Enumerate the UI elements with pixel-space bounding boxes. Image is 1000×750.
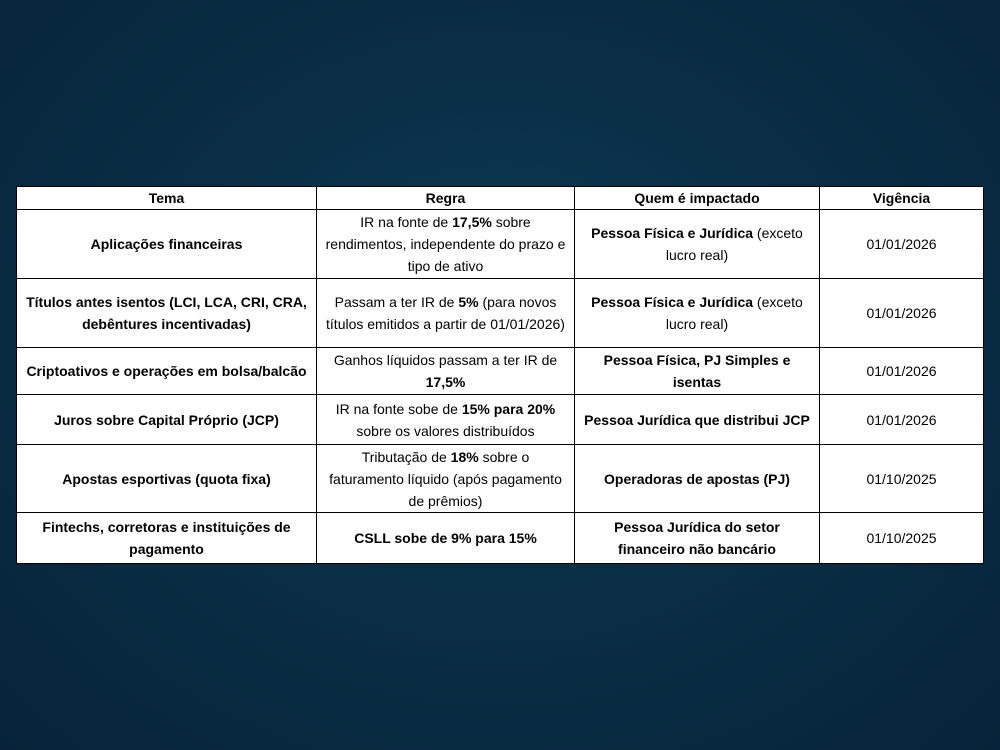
cell-vigencia: 01/01/2026 [820, 210, 984, 279]
regra-text: IR na fonte sobe de [335, 400, 462, 417]
cell-quem [575, 210, 820, 279]
header-quem-e-impactado: Quem é impactado [575, 187, 820, 210]
regra-text: Ganhos líquidos passam a ter IR de [333, 351, 558, 368]
cell-quem [575, 347, 820, 394]
table-row [17, 445, 984, 512]
regra-text: Tributação de [361, 448, 451, 465]
quem-highlight: Pessoa Jurídica que distribui JCP [584, 411, 810, 428]
cell-quem [575, 512, 820, 563]
regra-highlight: CSLL sobe de 9% para 15% [354, 529, 537, 546]
cell-regra [317, 512, 575, 563]
cell-tema: Aplicações financeiras [17, 210, 317, 279]
regra-highlight: 18% [450, 448, 479, 465]
cell-quem [575, 279, 820, 347]
cell-vigencia: 01/01/2026 [820, 347, 984, 394]
header-regra: Regra [317, 187, 575, 210]
regra-text: (para novos títulos emitidos a partir de 01/01/2026) [326, 294, 565, 333]
table-row [17, 512, 984, 563]
cell-tema: Fintechs, corretoras e instituições de pagamento [17, 512, 317, 563]
table-row [17, 210, 984, 279]
table-row [17, 395, 984, 445]
cell-vigencia: 01/10/2025 [820, 445, 984, 512]
quem-highlight: Pessoa Física e Jurídica [591, 225, 754, 242]
tax-changes-table [16, 186, 984, 564]
cell-regra [317, 210, 575, 279]
regra-text: sobre os valores distribuídos [356, 422, 535, 439]
table-row [17, 347, 984, 394]
quem-text: (exceto lucro real) [665, 225, 803, 264]
regra-highlight: 17,5% [452, 214, 492, 231]
cell-vigencia: 01/01/2026 [820, 279, 984, 347]
regra-text: Passam a ter IR de [334, 294, 459, 311]
header-tema: Tema [17, 187, 317, 210]
header-vigencia: Vigência [820, 187, 984, 210]
cell-regra [317, 445, 575, 512]
cell-tema: Apostas esportivas (quota fixa) [17, 445, 317, 512]
cell-quem [575, 445, 820, 512]
regra-text: sobre rendimentos, independente do prazo e tipo de ativo [325, 214, 566, 275]
regra-highlight: 17,5% [425, 373, 466, 390]
quem-text: (exceto lucro real) [665, 294, 803, 333]
tax-changes-table-frame [16, 186, 983, 564]
regra-highlight: 5% [458, 294, 479, 311]
quem-highlight: Pessoa Física e Jurídica [591, 294, 754, 311]
cell-regra [317, 347, 575, 394]
table-row [17, 279, 984, 347]
quem-highlight: Pessoa Jurídica do setor financeiro não bancário [614, 518, 780, 557]
quem-highlight: Pessoa Física, PJ Simples e isentas [603, 351, 791, 390]
regra-text: sobre o faturamento líquido (após pagamento de prêmios) [329, 448, 562, 509]
cell-vigencia: 01/01/2026 [820, 395, 984, 445]
regra-text: IR na fonte de [360, 214, 453, 231]
cell-quem [575, 395, 820, 445]
cell-tema: Juros sobre Capital Próprio (JCP) [17, 395, 317, 445]
table-header-row [17, 187, 984, 210]
cell-regra [317, 395, 575, 445]
cell-tema: Criptoativos e operações em bolsa/balcão [17, 347, 317, 394]
cell-tema: Títulos antes isentos (LCI, LCA, CRI, CRA, debêntures incentivadas) [17, 279, 317, 347]
cell-vigencia: 01/10/2025 [820, 512, 984, 563]
cell-regra [317, 279, 575, 347]
quem-highlight: Operadoras de apostas (PJ) [604, 470, 790, 487]
regra-highlight: 15% para 20% [461, 400, 556, 417]
